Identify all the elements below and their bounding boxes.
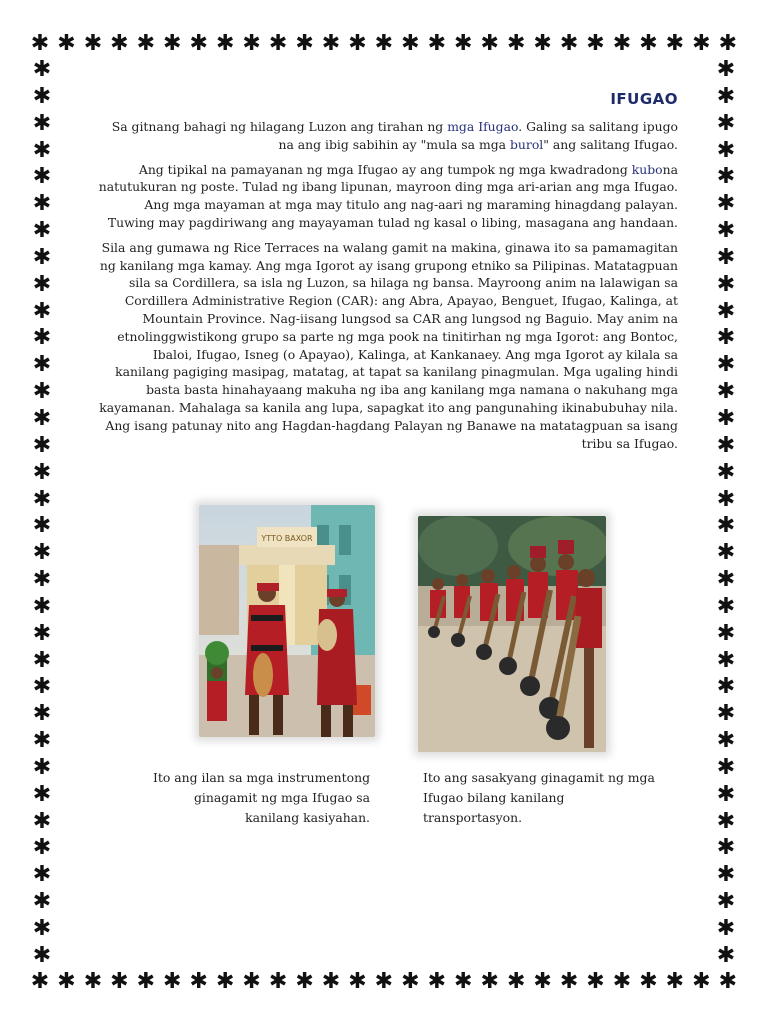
ornament-icon: ✱ [32,862,52,888]
paragraph-pamayanan [95,161,678,232]
ornament-icon: ✱ [716,701,736,727]
caption-instruments: Ito ang ilan sa mga instrumentong ginagamit ng mga Ifugao sa kanilang kasiyahan. [152,770,370,825]
ornament-icon: ✱ [321,969,341,994]
ornament-icon: ✱ [215,31,235,56]
border-right [712,58,740,968]
ornament-icon: ✱ [32,647,52,673]
ornament-icon: ✱ [480,969,499,994]
ornament-icon: ✱ [716,271,736,297]
ornament-icon: ✱ [242,31,261,56]
photo-instruments [199,505,375,737]
ornament-icon: ✱ [32,298,52,324]
ornament-icon: ✱ [716,459,736,485]
ornament-icon: ✱ [32,701,52,727]
ornament-icon: ✱ [639,31,658,56]
ornament-icon: ✱ [718,31,737,56]
ornament-icon: ✱ [32,432,52,458]
ornament-icon: ✱ [32,271,52,297]
ornament-icon: ✱ [716,942,736,968]
ornament-icon: ✱ [32,164,52,190]
ornament-icon: ✱ [163,969,182,994]
ornament-icon: ✱ [716,808,736,834]
ornament-icon: ✱ [32,889,52,915]
ornament-icon: ✱ [136,969,156,994]
ornament-icon: ✱ [716,593,736,619]
ornament-icon: ✱ [32,137,52,163]
ornament-icon: ✱ [716,137,736,163]
ornament-icon: ✱ [716,835,736,861]
photo-transport [418,516,606,752]
text: " ang salitang Ifugao. [543,136,678,152]
ornament-icon: ✱ [716,218,736,244]
ornament-icon: ✱ [295,969,314,994]
ornament-icon: ✱ [268,969,288,994]
ornament-icon: ✱ [559,969,579,994]
border-top [28,30,740,58]
ornament-icon: ✱ [348,31,367,56]
page-title: IFUGAO [610,90,678,108]
paragraph-intro [95,118,678,154]
ornament-icon: ✱ [30,31,50,56]
ornament-icon: ✱ [32,244,52,270]
ornament-icon: ✱ [427,31,447,56]
photo-sign-text: YTTO BAXOR [261,534,313,543]
ornament-icon: ✱ [716,916,736,941]
ornament-icon: ✱ [110,31,129,56]
ornament-icon: ✱ [83,969,103,994]
text: Ang tipikal na pamayanan ng mga Ifugao ay ang tumpok ng mga kwadradong [138,161,632,177]
border-bottom [28,968,740,996]
text: Sa gitnang bahagi ng hilagang Luzon ang tirahan ng [111,119,448,134]
ornament-icon: ✱ [716,298,736,324]
photo-transport-image [418,516,606,752]
ornament-icon: ✱ [716,405,736,431]
ornament-icon: ✱ [612,31,632,56]
ornament-icon: ✱ [716,781,736,807]
ornament-icon: ✱ [321,31,341,56]
paragraph-rice-terraces: Sila ang gumawa ng Rice Terraces na walang gamit na makina, ginawa ito sa pamamagitan ng kanilang mga kamay. Ang mga Igorot ay isang grupong etniko sa Pilipinas. Matatagpuan sila sa Cordillera, sa isla ng Luzon, sa hilaga ng bansa. Mayroong anim na lalawigan sa Cordillera Administrative Region (CAR): ang Abra, Apayao, Benguet, Ifugao, Kalinga, at Mountain Province. Nag-iisang lungsod sa CAR ang lungsod ng Baguio. May anim na etnolinggwistikong grupo sa parte ng mga pook na tinitirhan ng mga Igorot: ang Bontoc, Ibaloi, Ifugao, Isneg (o Apayao), Kalinga, at Kankanaey. Ang mga Igorot ay kilala sa kanilang pagiging masipag, matatag, at tapat sa kanilang pinagmulan. Mga ugaling hindi basta basta hinahayaang makuha ng iba ang kanilang mga namana o nakuhang mga kayamanan. Mahalaga sa kanila ang lupa, sapagkat ito ang pangunahing ikinabubuhay nila. Ang isang patunay nito ang Hagdan-hagdang Palayan ng Banawe na matatagpuan sa isang tribu sa Ifugao. [99,239,678,451]
ornament-icon: ✱ [665,31,685,56]
ornament-icon: ✱ [32,567,52,593]
ornament-icon: ✱ [32,57,52,82]
document-body [95,90,678,459]
ornament-icon: ✱ [32,942,52,968]
ornament-icon: ✱ [32,459,52,485]
ornament-icon: ✱ [716,352,736,378]
caption-transport: Ito ang sasakyang ginagamit ng mga Ifugao bilang kanilang transportasyon. [423,770,655,825]
ornament-icon: ✱ [32,916,52,941]
ornament-icon: ✱ [716,567,736,593]
ornament-icon: ✱ [716,486,736,512]
ornament-icon: ✱ [32,110,52,136]
ornament-icon: ✱ [57,31,76,56]
ornament-icon: ✱ [32,674,52,700]
ornament-icon: ✱ [454,31,473,56]
ornament-icon: ✱ [533,969,552,994]
ornament-icon: ✱ [533,31,552,56]
ornament-icon: ✱ [427,969,447,994]
ornament-icon: ✱ [612,969,632,994]
ornament-icon: ✱ [32,754,52,780]
ornament-icon: ✱ [32,486,52,512]
ornament-icon: ✱ [32,218,52,244]
ornament-icon: ✱ [716,83,736,109]
ornament-icon: ✱ [32,540,52,566]
ornament-icon: ✱ [716,325,736,351]
ornament-icon: ✱ [32,620,52,646]
ornament-icon: ✱ [716,862,736,888]
ornament-icon: ✱ [716,513,736,539]
ornament-icon: ✱ [32,808,52,834]
ornament-icon: ✱ [30,969,50,994]
ornament-icon: ✱ [716,620,736,646]
ornament-icon: ✱ [242,969,261,994]
ornament-icon: ✱ [32,352,52,378]
ornament-icon: ✱ [716,164,736,190]
ornament-icon: ✱ [136,31,156,56]
ornament-icon: ✱ [401,31,420,56]
ornament-icon: ✱ [716,57,736,82]
ornament-icon: ✱ [215,969,235,994]
ornament-icon: ✱ [639,969,658,994]
ornament-icon: ✱ [480,31,499,56]
ornament-icon: ✱ [586,31,605,56]
highlight-kubo: kubo [631,161,663,177]
ornament-icon: ✱ [716,379,736,405]
ornament-icon: ✱ [506,31,526,56]
ornament-icon: ✱ [32,405,52,431]
ornament-icon: ✱ [716,244,736,270]
ornament-icon: ✱ [559,31,579,56]
ornament-icon: ✱ [454,969,473,994]
text: . Galing sa salitang ipugo na ang ibig sabihin ay "mula sa mga [278,119,678,152]
border-left [28,58,56,968]
ornament-icon: ✱ [692,31,711,56]
ornament-icon: ✱ [189,31,208,56]
ornament-icon: ✱ [348,969,367,994]
highlight-burol: burol [510,136,544,152]
ornament-icon: ✱ [716,110,736,136]
ornament-icon: ✱ [716,191,736,217]
ornament-icon: ✱ [83,31,103,56]
ornament-icon: ✱ [57,969,76,994]
ornament-icon: ✱ [716,754,736,780]
ornament-icon: ✱ [716,540,736,566]
ornament-icon: ✱ [506,969,526,994]
ornament-icon: ✱ [665,969,685,994]
ornament-icon: ✱ [268,31,288,56]
ornament-icon: ✱ [716,674,736,700]
ornament-icon: ✱ [586,969,605,994]
photo-instruments-image [199,505,375,737]
ornament-icon: ✱ [189,969,208,994]
text: na natutukuran ng poste. Tulad ng ibang lipunan, mayroon ding mga ari-arian ang mga Ifugao. Ang mga mayaman at mga may titulo ang nag-aari ng maraming hinagdang palayan. Tuwing may pagdiriwang ang mayayaman tulad ng kasal o libing, masagana ang handaan. [98,161,678,230]
ornament-icon: ✱ [32,781,52,807]
ornament-icon: ✱ [716,647,736,673]
highlight-mga-ifugao: mga Ifugao [447,119,519,134]
ornament-icon: ✱ [32,513,52,539]
ornament-icon: ✱ [401,969,420,994]
ornament-icon: ✱ [163,31,182,56]
ornament-icon: ✱ [716,432,736,458]
ornament-icon: ✱ [32,728,52,754]
ornament-icon: ✱ [374,31,394,56]
ornament-icon: ✱ [718,969,737,994]
ornament-icon: ✱ [716,889,736,915]
ornament-icon: ✱ [716,728,736,754]
ornament-icon: ✱ [374,969,394,994]
ornament-icon: ✱ [32,83,52,109]
ornament-icon: ✱ [110,969,129,994]
ornament-icon: ✱ [32,379,52,405]
ornament-icon: ✱ [32,593,52,619]
ornament-icon: ✱ [692,969,711,994]
ornament-icon: ✱ [32,835,52,861]
ornament-icon: ✱ [32,325,52,351]
ornament-icon: ✱ [32,191,52,217]
ornament-icon: ✱ [295,31,314,56]
